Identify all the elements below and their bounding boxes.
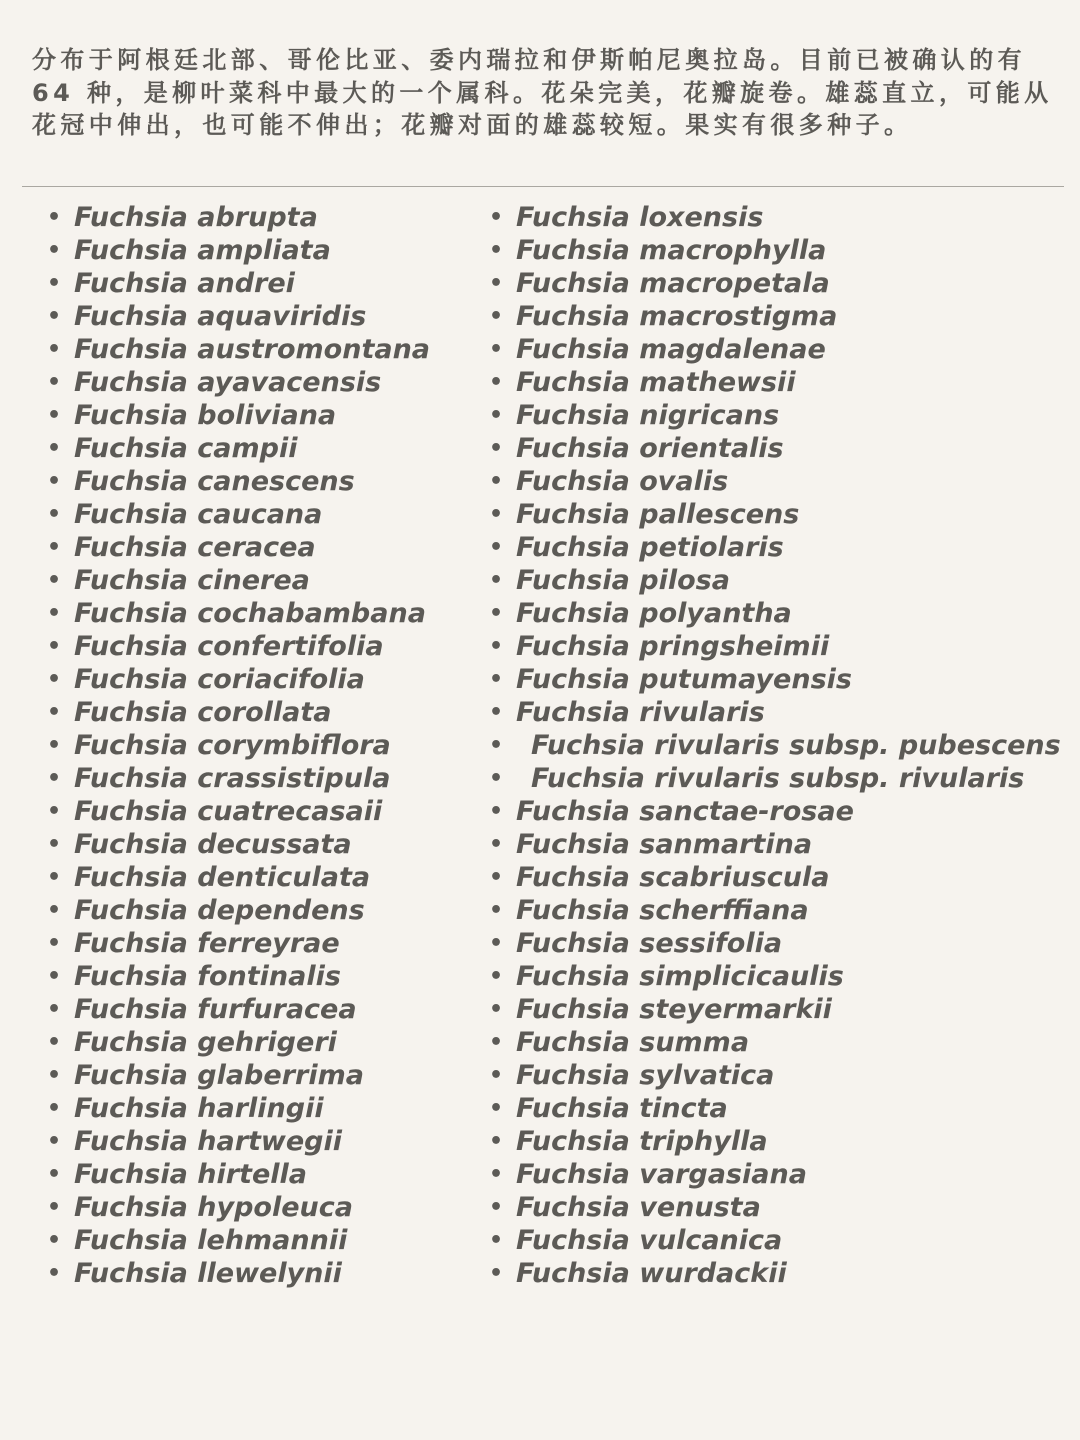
bullet-icon: • (46, 898, 62, 923)
bullet-icon: • (46, 733, 62, 758)
species-list-item (486, 399, 1066, 432)
species-list-item (486, 1092, 1066, 1125)
bullet-icon: • (488, 667, 504, 692)
species-list-item (44, 201, 464, 234)
species-name: Fuchsia caucana (74, 499, 323, 530)
species-list-item (44, 432, 464, 465)
species-list-item (44, 1059, 464, 1092)
bullet-icon: • (46, 799, 62, 824)
bullet-icon: • (488, 832, 504, 857)
bullet-icon: • (488, 337, 504, 362)
species-list-item (44, 498, 464, 531)
species-name: Fuchsia mathewsii (516, 367, 796, 398)
species-name: Fuchsia pilosa (516, 565, 730, 596)
species-name: Fuchsia tincta (516, 1093, 728, 1124)
species-name: Fuchsia fontinalis (74, 961, 341, 992)
species-name: Fuchsia sessifolia (516, 928, 783, 959)
species-name: Fuchsia macropetala (516, 268, 830, 299)
species-list-item (44, 762, 464, 795)
bullet-icon: • (488, 700, 504, 725)
species-name: Fuchsia petiolaris (516, 532, 784, 563)
species-name: Fuchsia simplicicaulis (516, 961, 844, 992)
bullet-icon: • (46, 997, 62, 1022)
species-name: Fuchsia llewelynii (74, 1258, 342, 1289)
species-list-item (44, 663, 464, 696)
species-list-item (486, 861, 1066, 894)
species-name: Fuchsia putumayensis (516, 664, 852, 695)
bullet-icon: • (46, 766, 62, 791)
species-list-item (486, 960, 1066, 993)
species-name: Fuchsia sanmartina (516, 829, 813, 860)
bullet-icon: • (46, 1261, 62, 1286)
bullet-icon: • (488, 1228, 504, 1253)
species-list-item (486, 234, 1066, 267)
species-name: Fuchsia polyantha (516, 598, 792, 629)
species-list-item (44, 300, 464, 333)
bullet-icon: • (46, 1195, 62, 1220)
species-name: Fuchsia hartwegii (74, 1126, 343, 1157)
bullet-icon: • (46, 205, 62, 230)
species-list-item (486, 1257, 1066, 1290)
species-name: Fuchsia boliviana (74, 400, 337, 431)
species-name: Fuchsia austromontana (74, 334, 431, 365)
bullet-icon: • (46, 1129, 62, 1154)
bullet-icon: • (46, 238, 62, 263)
species-list-item (44, 234, 464, 267)
species-name: Fuchsia sylvatica (516, 1060, 775, 1091)
species-name: Fuchsia corymbiflora (74, 730, 391, 761)
divider (22, 186, 1064, 187)
bullet-icon: • (46, 436, 62, 461)
bullet-icon: • (46, 1228, 62, 1253)
species-name: Fuchsia vargasiana (516, 1159, 807, 1190)
species-name: Fuchsia aquaviridis (74, 301, 367, 332)
species-list-right (486, 201, 1066, 1290)
species-name: Fuchsia scherffiana (516, 895, 809, 926)
species-list-item (44, 696, 464, 729)
species-list-item (44, 1158, 464, 1191)
bullet-icon: • (46, 403, 62, 428)
species-name: Fuchsia pringsheimii (516, 631, 830, 662)
bullet-icon: • (46, 304, 62, 329)
species-list-item (486, 828, 1066, 861)
species-list-item (44, 465, 464, 498)
bullet-icon: • (488, 238, 504, 263)
bullet-icon: • (488, 733, 504, 758)
species-list-item (486, 1224, 1066, 1257)
species-list-item (44, 597, 464, 630)
species-list-item (44, 399, 464, 432)
species-list-item (486, 597, 1066, 630)
species-name: Fuchsia venusta (516, 1192, 761, 1223)
species-list-item (44, 894, 464, 927)
species-name: Fuchsia coriacifolia (74, 664, 365, 695)
bullet-icon: • (488, 766, 504, 791)
bullet-icon: • (488, 634, 504, 659)
bullet-icon: • (488, 1162, 504, 1187)
bullet-icon: • (488, 601, 504, 626)
bullet-icon: • (488, 1129, 504, 1154)
species-name: Fuchsia summa (516, 1027, 750, 1058)
bullet-icon: • (488, 568, 504, 593)
species-name: Fuchsia vulcanica (516, 1225, 783, 1256)
species-list-item (486, 1026, 1066, 1059)
bullet-icon: • (46, 832, 62, 857)
bullet-icon: • (488, 403, 504, 428)
species-list-item (486, 333, 1066, 366)
bullet-icon: • (488, 469, 504, 494)
species-list-item (44, 1092, 464, 1125)
bullet-icon: • (46, 337, 62, 362)
species-name: Fuchsia decussata (74, 829, 352, 860)
species-name: Fuchsia ayavacensis (74, 367, 382, 398)
species-list-item (486, 1158, 1066, 1191)
species-name: Fuchsia corollata (74, 697, 332, 728)
species-list-item (44, 729, 464, 762)
bullet-icon: • (488, 931, 504, 956)
bullet-icon: • (46, 1096, 62, 1121)
species-name: Fuchsia furfuracea (74, 994, 357, 1025)
species-name: Fuchsia scabriuscula (516, 862, 830, 893)
species-name: Fuchsia abrupta (74, 202, 318, 233)
species-name: Fuchsia crassistipula (74, 763, 391, 794)
bullet-icon: • (488, 370, 504, 395)
species-name: Fuchsia triphylla (516, 1126, 768, 1157)
bullet-icon: • (488, 1096, 504, 1121)
species-list-item (44, 531, 464, 564)
species-list-left (44, 201, 464, 1290)
species-list-item (486, 1191, 1066, 1224)
species-list-item (486, 267, 1066, 300)
bullet-icon: • (488, 1261, 504, 1286)
species-list-item (44, 993, 464, 1026)
species-list-item (44, 828, 464, 861)
species-name: Fuchsia dependens (74, 895, 365, 926)
species-list-item (44, 1026, 464, 1059)
bullet-icon: • (488, 1030, 504, 1055)
species-name: Fuchsia andrei (74, 268, 295, 299)
species-list-item (486, 795, 1066, 828)
species-name: Fuchsia campii (74, 433, 298, 464)
species-name: Fuchsia nigricans (516, 400, 780, 431)
bullet-icon: • (46, 271, 62, 296)
species-list-item (44, 366, 464, 399)
bullet-icon: • (488, 271, 504, 296)
species-name: Fuchsia cuatrecasaii (74, 796, 383, 827)
intro-paragraph: 分布于阿根廷北部、哥伦比亚、委内瑞拉和伊斯帕尼奥拉岛。目前已被确认的有 64 种，是柳叶菜科中最大的一个属科。花朵完美，花瓣旋卷。雄蕊直立，可能从花冠中伸出，也可能不伸出；花瓣对面的雄蕊较短。果实有很多种子。 (32, 46, 1053, 139)
species-name: Fuchsia confertifolia (74, 631, 384, 662)
bullet-icon: • (488, 205, 504, 230)
bullet-icon: • (46, 469, 62, 494)
bullet-icon: • (488, 535, 504, 560)
species-list-item (486, 300, 1066, 333)
bullet-icon: • (46, 535, 62, 560)
bullet-icon: • (488, 865, 504, 890)
bullet-icon: • (46, 1030, 62, 1055)
species-name: Fuchsia loxensis (516, 202, 764, 233)
bullet-icon: • (46, 1063, 62, 1088)
species-list-item (486, 201, 1066, 234)
species-name: Fuchsia steyermarkii (516, 994, 832, 1025)
species-name: Fuchsia rivularis (516, 697, 765, 728)
bullet-icon: • (46, 667, 62, 692)
bullet-icon: • (488, 964, 504, 989)
species-list-item (486, 564, 1066, 597)
species-name: Fuchsia orientalis (516, 433, 784, 464)
species-name: Fuchsia cochabambana (74, 598, 426, 629)
species-name: Fuchsia ampliata (74, 235, 331, 266)
species-list-item (486, 663, 1066, 696)
species-list-item (486, 729, 1066, 762)
species-list-item (44, 630, 464, 663)
species-name: Fuchsia sanctae-rosae (516, 796, 854, 827)
species-list-item (486, 927, 1066, 960)
species-name: Fuchsia cinerea (74, 565, 310, 596)
species-list-item (486, 465, 1066, 498)
species-list-item (486, 894, 1066, 927)
species-list-item (44, 927, 464, 960)
bullet-icon: • (46, 700, 62, 725)
bullet-icon: • (488, 502, 504, 527)
bullet-icon: • (46, 634, 62, 659)
species-list-item (486, 432, 1066, 465)
species-name: Fuchsia gehrigeri (74, 1027, 337, 1058)
bullet-icon: • (488, 799, 504, 824)
bullet-icon: • (46, 865, 62, 890)
species-name: Fuchsia macrostigma (516, 301, 838, 332)
species-name: Fuchsia magdalenae (516, 334, 826, 365)
species-list-item (486, 762, 1066, 795)
species-list-item (486, 1059, 1066, 1092)
species-list-item (44, 267, 464, 300)
bullet-icon: • (46, 502, 62, 527)
species-list-item (44, 1191, 464, 1224)
species-name: Fuchsia ovalis (516, 466, 729, 497)
species-list-item (486, 696, 1066, 729)
bullet-icon: • (488, 436, 504, 461)
species-list-item (44, 333, 464, 366)
species-list-item (44, 1224, 464, 1257)
bullet-icon: • (488, 1195, 504, 1220)
species-list-item (486, 366, 1066, 399)
bullet-icon: • (488, 304, 504, 329)
species-list-item (44, 960, 464, 993)
species-name: Fuchsia lehmannii (74, 1225, 348, 1256)
species-list-item (486, 630, 1066, 663)
species-list-item (486, 993, 1066, 1026)
species-name: Fuchsia pallescens (516, 499, 800, 530)
bullet-icon: • (46, 964, 62, 989)
species-name: Fuchsia canescens (74, 466, 355, 497)
species-list-item (44, 861, 464, 894)
bullet-icon: • (488, 997, 504, 1022)
species-name: Fuchsia hirtella (74, 1159, 307, 1190)
species-list-item (44, 1125, 464, 1158)
species-list-item (44, 564, 464, 597)
species-name: Fuchsia glaberrima (74, 1060, 364, 1091)
species-list-item (486, 1125, 1066, 1158)
species-name: Fuchsia ferreyrae (74, 928, 340, 959)
species-name: Fuchsia rivularis subsp. pubescens (531, 730, 1061, 761)
bullet-icon: • (46, 931, 62, 956)
species-name: Fuchsia wurdackii (516, 1258, 787, 1289)
species-list-item (486, 498, 1066, 531)
bullet-icon: • (46, 601, 62, 626)
bullet-icon: • (46, 370, 62, 395)
species-list-item (44, 795, 464, 828)
bullet-icon: • (488, 898, 504, 923)
species-list-item (44, 1257, 464, 1290)
species-name: Fuchsia denticulata (74, 862, 371, 893)
species-name: Fuchsia rivularis subsp. rivularis (531, 763, 1025, 794)
species-name: Fuchsia hypoleuca (74, 1192, 353, 1223)
bullet-icon: • (46, 1162, 62, 1187)
species-name: Fuchsia harlingii (74, 1093, 324, 1124)
bullet-icon: • (488, 1063, 504, 1088)
species-name: Fuchsia macrophylla (516, 235, 827, 266)
species-list-item (486, 531, 1066, 564)
species-name: Fuchsia ceracea (74, 532, 316, 563)
bullet-icon: • (46, 568, 62, 593)
